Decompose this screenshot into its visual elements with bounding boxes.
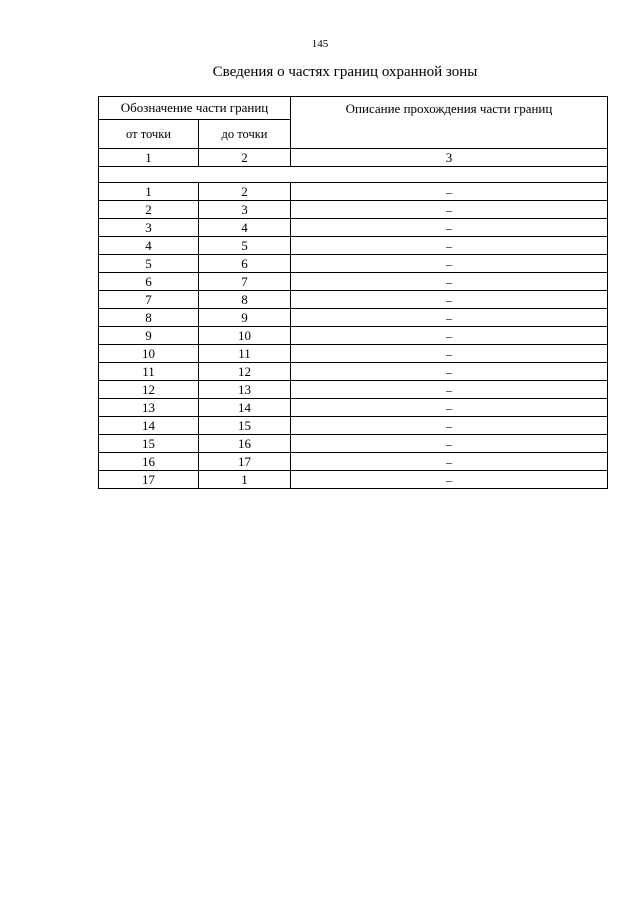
to-point-cell: 14 xyxy=(199,399,291,417)
table-row xyxy=(99,453,608,471)
from-point-cell: 3 xyxy=(99,219,199,237)
table-row xyxy=(99,399,608,417)
table-row xyxy=(99,237,608,255)
from-point-cell: 1 xyxy=(99,183,199,201)
description-cell: – xyxy=(291,183,608,201)
from-point-cell: 4 xyxy=(99,237,199,255)
description-cell: – xyxy=(291,471,608,489)
from-point-cell: 13 xyxy=(99,399,199,417)
from-point-cell: 5 xyxy=(99,255,199,273)
from-point-cell: 12 xyxy=(99,381,199,399)
to-point-cell: 3 xyxy=(199,201,291,219)
description-cell: – xyxy=(291,417,608,435)
header-boundary-designation: Обозначение части границ xyxy=(99,97,291,120)
document-title: Сведения о частях границ охранной зоны xyxy=(212,64,478,80)
empty-row xyxy=(99,167,608,183)
description-cell: – xyxy=(291,453,608,471)
empty-cell xyxy=(99,167,608,183)
to-point-cell: 5 xyxy=(199,237,291,255)
description-cell: – xyxy=(291,309,608,327)
from-point-cell: 17 xyxy=(99,471,199,489)
description-cell: – xyxy=(291,399,608,417)
description-cell: – xyxy=(291,255,608,273)
from-point-cell: 8 xyxy=(99,309,199,327)
from-point-cell: 9 xyxy=(99,327,199,345)
from-point-cell: 10 xyxy=(99,345,199,363)
table-row xyxy=(99,435,608,453)
to-point-cell: 2 xyxy=(199,183,291,201)
description-cell: – xyxy=(291,345,608,363)
table-row xyxy=(99,291,608,309)
from-point-cell: 11 xyxy=(99,363,199,381)
to-point-cell: 16 xyxy=(199,435,291,453)
to-point-cell: 15 xyxy=(199,417,291,435)
table-row xyxy=(99,255,608,273)
table-row xyxy=(99,471,608,489)
table-row xyxy=(99,417,608,435)
page-number: 145 xyxy=(311,38,329,50)
column-number-row xyxy=(99,149,608,167)
to-point-cell: 11 xyxy=(199,345,291,363)
table-row xyxy=(99,219,608,237)
to-point-cell: 10 xyxy=(199,327,291,345)
to-point-cell: 8 xyxy=(199,291,291,309)
description-cell: – xyxy=(291,435,608,453)
table-row xyxy=(99,363,608,381)
table-row xyxy=(99,381,608,399)
description-cell: – xyxy=(291,291,608,309)
boundary-table xyxy=(98,96,608,489)
to-point-cell: 12 xyxy=(199,363,291,381)
from-point-cell: 6 xyxy=(99,273,199,291)
header-to-point: до точки xyxy=(199,120,291,149)
column-number: 2 xyxy=(199,149,291,167)
to-point-cell: 9 xyxy=(199,309,291,327)
header-from-point: от точки xyxy=(99,120,199,149)
table-row xyxy=(99,273,608,291)
description-cell: – xyxy=(291,273,608,291)
description-cell: – xyxy=(291,201,608,219)
description-cell: – xyxy=(291,327,608,345)
to-point-cell: 4 xyxy=(199,219,291,237)
to-point-cell: 17 xyxy=(199,453,291,471)
to-point-cell: 6 xyxy=(199,255,291,273)
header-boundary-description: Описание прохождения части границ xyxy=(291,97,608,149)
from-point-cell: 16 xyxy=(99,453,199,471)
description-cell: – xyxy=(291,363,608,381)
table-row xyxy=(99,183,608,201)
from-point-cell: 2 xyxy=(99,201,199,219)
to-point-cell: 1 xyxy=(199,471,291,489)
table-row xyxy=(99,201,608,219)
from-point-cell: 15 xyxy=(99,435,199,453)
from-point-cell: 14 xyxy=(99,417,199,435)
table-row xyxy=(99,309,608,327)
to-point-cell: 7 xyxy=(199,273,291,291)
column-number: 1 xyxy=(99,149,199,167)
description-cell: – xyxy=(291,381,608,399)
from-point-cell: 7 xyxy=(99,291,199,309)
to-point-cell: 13 xyxy=(199,381,291,399)
column-number: 3 xyxy=(291,149,608,167)
table-row xyxy=(99,327,608,345)
description-cell: – xyxy=(291,237,608,255)
table-row xyxy=(99,345,608,363)
description-cell: – xyxy=(291,219,608,237)
